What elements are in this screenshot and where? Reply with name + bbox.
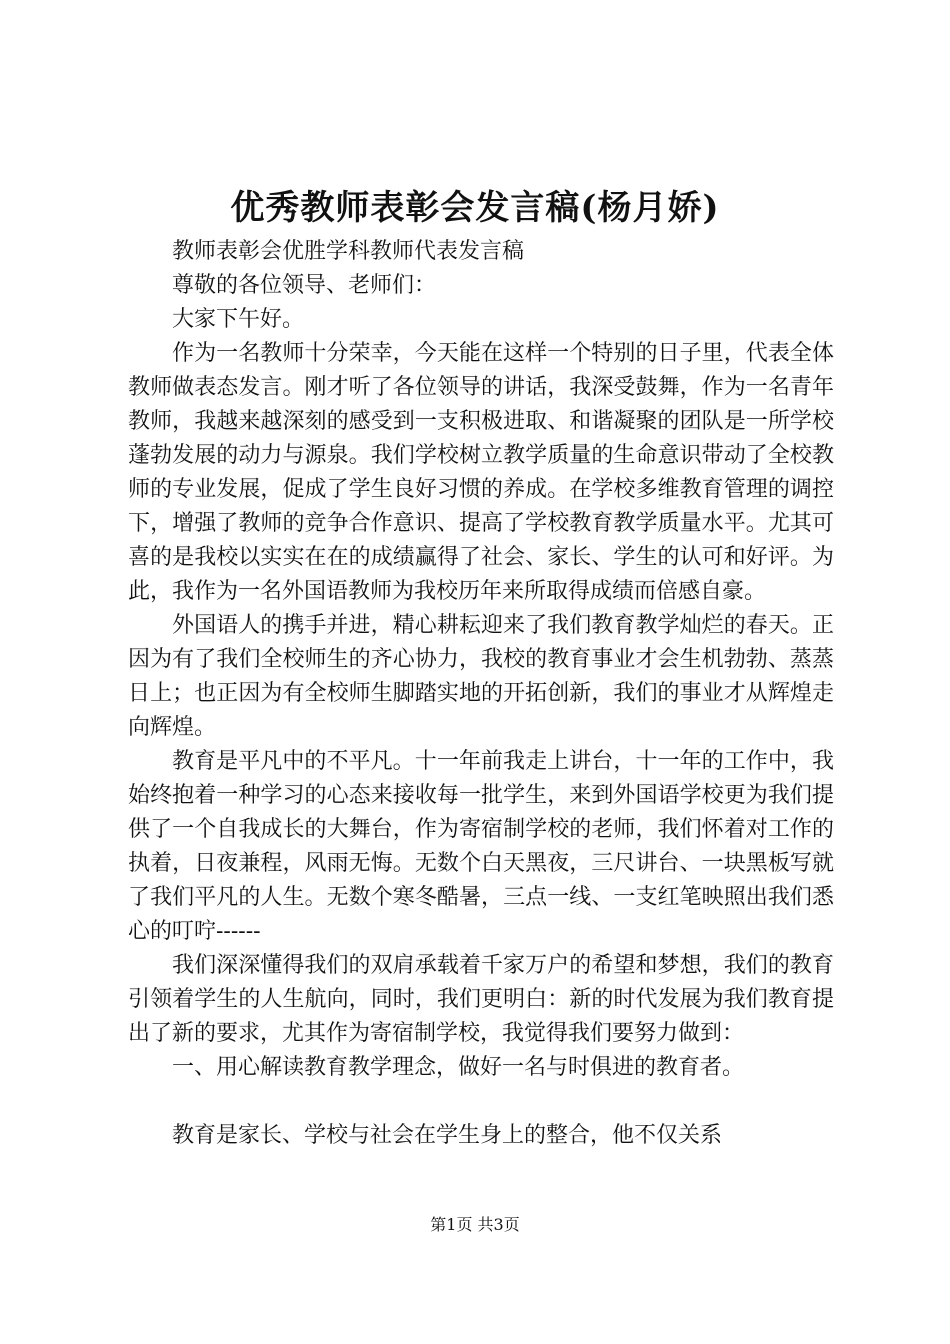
body-paragraph: 我们深深懂得我们的双肩承载着千家万户的希望和梦想，我们的教育引领着学生的人生航向，同时，我们更明白：新的时代发展为我们教育提出了新的要求，尤其作为寄宿制学校，我觉得我们要努力做到： [128,953,834,1046]
section-heading-paragraph: 一、用心解读教育教学理念，做好一名与时俱进的教育者。 [172,1055,745,1080]
salutation-paragraph: 尊敬的各位领导、老师们： [172,273,437,298]
body-paragraph: 教育是平凡中的不平凡。十一年前我走上讲台，十一年的工作中，我始终抱着一种学习的心态来接收每一批学生，来到外国语学校更为我们提供了一个自我成长的大舞台，作为寄宿制学校的老师，我们怀着对工作的执着，日夜兼程，风雨无悔。无数个白天黑夜，三尺讲台、一块黑板写就了我们平凡的人生。无数个寒冬酷暑，三点一线、一支红笔映照出我们悉心的叮咛------ [128,749,834,944]
page-number: 第1页 [430,1215,473,1234]
greeting-paragraph: 大家下午好。 [172,307,305,332]
page-total: 共3页 [477,1215,520,1234]
body-paragraph: 作为一名教师十分荣幸，今天能在这样一个特别的日子里，代表全体教师做表态发言。刚才听了各位领导的讲话，我深受鼓舞，作为一名青年教师，我越来越深刻的感受到一支积极进取、和谐凝聚的团队是一所学校蓬勃发展的动力与源泉。我们学校树立教学质量的生命意识带动了全校教师的专业发展，促成了学生良好习惯的养成。在学校多维教育管理的调控下，增强了教师的竞争合作意识、提高了学校教育教学质量水平。尤其可喜的是我校以实实在在的成绩赢得了社会、家长、学生的认可和好评。为此，我作为一名外国语教师为我校历年来所取得成绩而倍感自豪。 [128,341,834,604]
body-paragraph: 教育是家长、学校与社会在学生身上的整合，他不仅关系 [172,1123,723,1148]
subtitle-paragraph: 教师表彰会优胜学科教师代表发言稿 [172,239,525,264]
document-body [128,235,834,1153]
page-footer [0,1213,950,1237]
body-paragraph: 外国语人的携手并进，精心耕耘迎来了我们教育教学灿烂的春天。正因为有了我们全校师生的齐心协力，我校的教育事业才会生机勃勃、蒸蒸日上；也正因为有全校师生脚踏实地的开拓创新，我们的事业才从辉煌走向辉煌。 [128,613,834,740]
document-title: 优秀教师表彰会发言稿(杨月娇) [230,188,720,228]
